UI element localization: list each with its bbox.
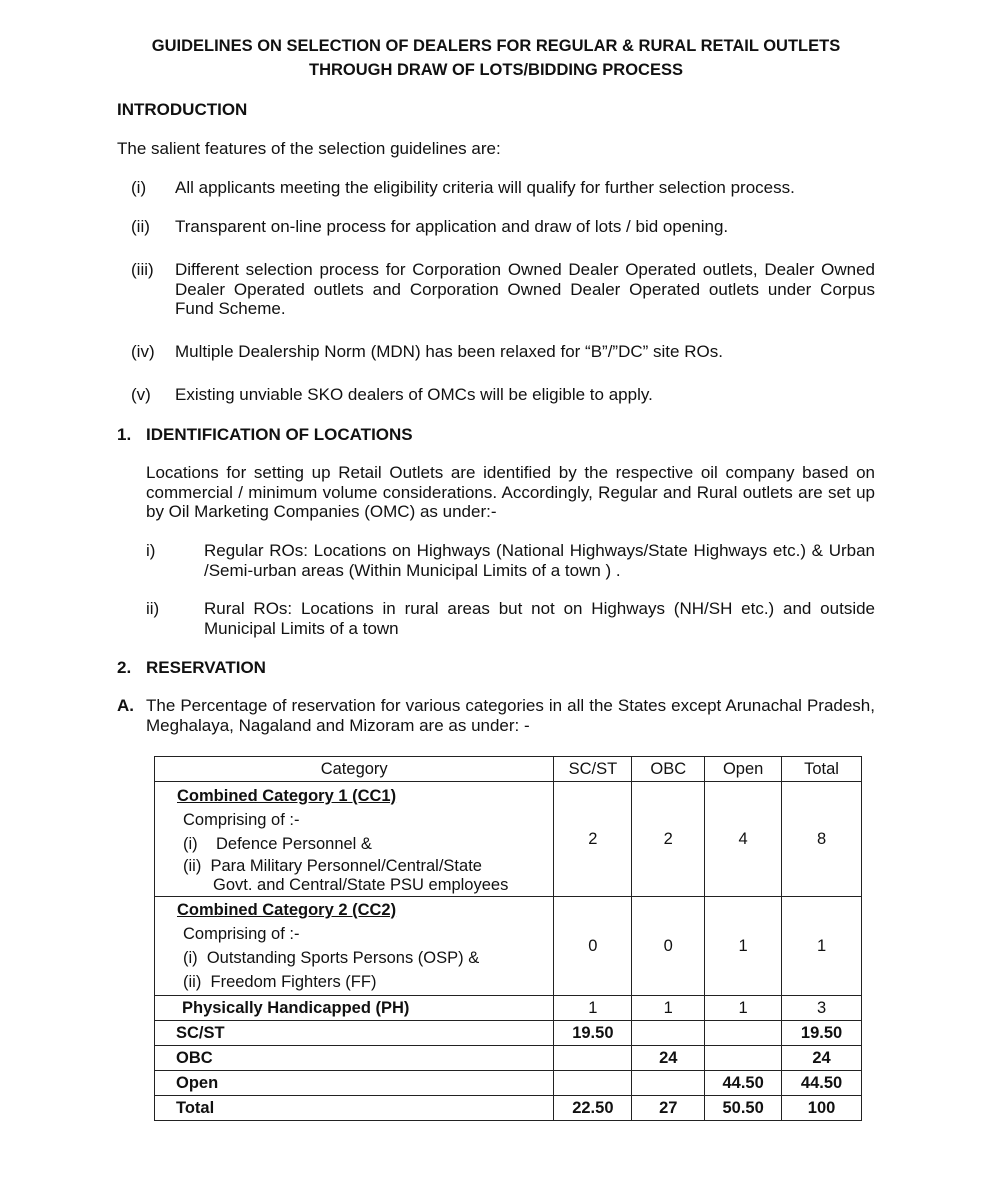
header-obc: OBC [632,757,705,782]
row-label: SC/ST [155,1021,554,1046]
section1-paragraph: Locations for setting up Retail Outlets are identified by the respective oil company based on commercial / minimum volume considerations. Accordingly, Regular and Rural outlets are set up by Oil Marketing Companies (OMC) as under:- [146,463,875,521]
row-obc: 1 [632,996,705,1021]
row-total: 44.50 [782,1071,862,1096]
section1-item-text: Regular ROs: Locations on Highways (National Highways/State Highways etc.) & Urban /Semi-urban areas (Within Municipal Limits of a town ) . [204,541,875,580]
row-scst: 22.50 [554,1096,632,1121]
cc2-category-cell [155,897,554,996]
table-row-scst [155,1021,862,1046]
section2-sub-text: The Percentage of reservation for various categories in all the States except Arunachal Pradesh, Meghalaya, Nagaland and Mizoram are as under: - [146,696,875,735]
document-title [0,34,992,82]
header-scst: SC/ST [554,757,632,782]
row-total: 19.50 [782,1021,862,1046]
row-scst: 19.50 [554,1021,632,1046]
header-category: Category [155,757,554,782]
cc1-item [177,856,553,876]
title-line-1: GUIDELINES ON SELECTION OF DEALERS FOR REGULAR & RURAL RETAIL OUTLETS [151,37,841,55]
intro-item-text: Transparent on-line process for application and draw of lots / bid opening. [175,217,729,236]
cc1-title: Combined Category 1 (CC1) [177,787,397,805]
row-total: 100 [782,1096,862,1121]
cc2-obc: 0 [632,897,705,996]
cc2-item-text: Outstanding Sports Persons (OSP) & [206,949,480,967]
cc2-item [177,970,553,994]
cc2-comprising: Comprising of :- [183,925,300,943]
row-obc [632,1021,705,1046]
title-line-2: THROUGH DRAW OF LOTS/BIDDING PROCESS [308,61,683,79]
cc2-title: Combined Category 2 (CC2) [177,901,397,919]
cc2-item-num: (ii) [183,973,202,991]
header-total: Total [782,757,862,782]
section1-item-text: Rural ROs: Locations in rural areas but not on Highways (NH/SH etc.) and outside Municipal Limits of a town [204,599,875,638]
cc1-item-text: Defence Personnel & [216,835,372,853]
table-row-total [155,1096,862,1121]
cc1-category-cell [155,782,554,897]
row-open [705,1021,782,1046]
intro-item-text: Existing unviable SKO dealers of OMCs will be eligible to apply. [175,385,653,404]
row-total: 24 [782,1046,862,1071]
row-label: OBC [155,1046,554,1071]
row-label: Open [155,1071,554,1096]
row-scst: 1 [554,996,632,1021]
intro-item-num: (iii) [131,260,154,279]
section2-sub-number: A. [117,696,134,715]
row-label: Physically Handicapped (PH) [155,996,554,1021]
row-label: Total [155,1096,554,1121]
row-obc: 24 [632,1046,705,1071]
cc1-item-continuation: Govt. and Central/State PSU employees [213,876,509,894]
intro-item-num: (iv) [131,342,155,361]
header-open: Open [705,757,782,782]
cc2-item-text: Freedom Fighters (FF) [210,973,377,991]
cc1-item-num: (i) [183,835,198,853]
cc1-item-text: Para Military Personnel/Central/State [210,857,482,875]
cc1-comprising: Comprising of :- [183,811,300,829]
intro-item-text: Multiple Dealership Norm (MDN) has been relaxed for “B”/”DC” site ROs. [175,342,723,361]
table-row-obc [155,1046,862,1071]
table-header-row [155,757,862,782]
row-total: 3 [782,996,862,1021]
intro-lead: The salient features of the selection guidelines are: [117,139,501,158]
intro-item-text: Different selection process for Corporation Owned Dealer Operated outlets, Dealer Owned Dealer Operated outlets and Corporation Owned Dealer Operated outlets under Corpus Fund Scheme. [175,260,875,318]
cc2-item [177,946,553,970]
table-row-ph [155,996,862,1021]
cc1-total: 8 [782,782,862,897]
intro-item-num: (v) [131,385,151,404]
reservation-table [154,756,862,1121]
table-row-cc2 [155,897,862,996]
row-scst [554,1046,632,1071]
cc1-item [177,832,553,856]
row-open: 50.50 [705,1096,782,1121]
section2-number: 2. [117,658,132,677]
row-obc: 27 [632,1096,705,1121]
section2-heading: RESERVATION [146,658,266,677]
section1-number: 1. [117,425,132,444]
row-open [705,1046,782,1071]
table-row-open [155,1071,862,1096]
row-obc [632,1071,705,1096]
section1-item-num: ii) [146,599,160,618]
intro-item-text: All applicants meeting the eligibility criteria will qualify for further selection process. [175,178,795,197]
section1-item-num: i) [146,541,156,560]
cc2-scst: 0 [554,897,632,996]
intro-item-num: (ii) [131,217,150,236]
row-open: 1 [705,996,782,1021]
row-scst [554,1071,632,1096]
cc2-open: 1 [705,897,782,996]
intro-heading: INTRODUCTION [117,100,248,119]
cc1-scst: 2 [554,782,632,897]
section1-heading: IDENTIFICATION OF LOCATIONS [146,425,413,444]
table-row-cc1 [155,782,862,897]
cc1-item-num: (ii) [183,857,202,875]
cc1-open: 4 [705,782,782,897]
row-open: 44.50 [705,1071,782,1096]
cc2-item-num: (i) [183,949,198,967]
intro-item-num: (i) [131,178,147,197]
cc2-total: 1 [782,897,862,996]
cc1-obc: 2 [632,782,705,897]
